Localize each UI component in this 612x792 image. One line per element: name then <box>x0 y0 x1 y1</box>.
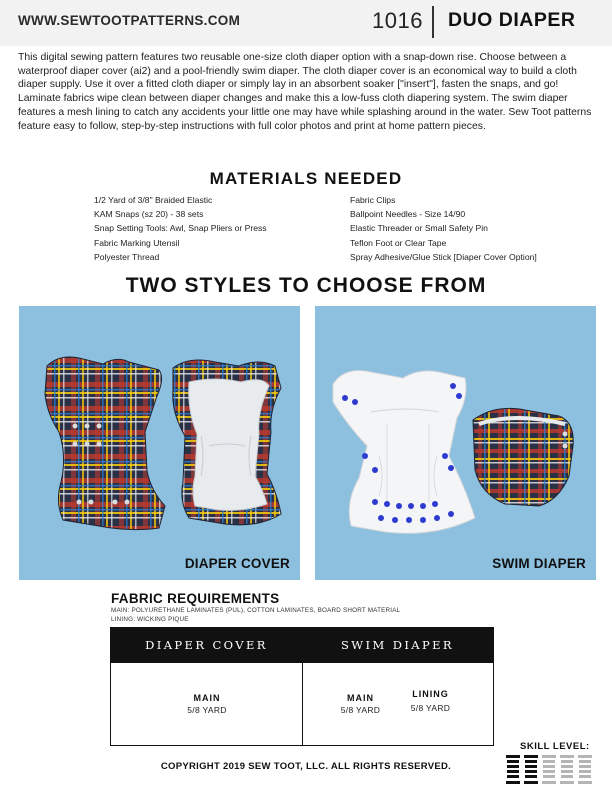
materials-item: Polyester Thread <box>94 251 160 262</box>
swim-diaper-caption: SWIM DIAPER <box>492 556 586 571</box>
table-header-row <box>111 628 493 663</box>
swim-diaper-illustration <box>315 306 596 580</box>
diaper-cover-caption: DIAPER COVER <box>184 556 290 571</box>
pattern-number: 1016 <box>372 8 423 33</box>
diaper-cover-main-amount: 5/8 YARD <box>187 705 227 715</box>
styles-heading: TWO STYLES TO CHOOSE FROM <box>125 274 487 297</box>
swim-diaper-main-amount: 5/8 YARD <box>340 705 381 715</box>
materials-item: Fabric Clips <box>350 195 396 205</box>
table-cell-swim-diaper <box>302 663 494 745</box>
intro-paragraph: This digital sewing pattern features two reusable one-size cloth diaper option with a snap-down rise. Choose between a waterproof diaper cover (ai2) and a pool-friendly swim diaper. The cloth diaper cover is an economical way to build a cloth diaper supply. Use it over a fitted cloth diaper or simply lay in an absorbent soaker ["insert"], fasten the snaps, and go! Laminate fabrics wipe clean between diaper changes and make this a low-fuss cloth diapering system. The swim diaper features a mesh lining to catch any accidents your little one may have while splashing around in the water. Sew Toot patterns feature easy to follow, step-by-step instructions with full color photos and print at home pattern pieces. <box>18 52 592 132</box>
fabric-requirements-table <box>110 627 494 746</box>
materials-item: Elastic Threader or Small Safety Pin <box>350 223 488 234</box>
fabric-requirements-heading: FABRIC REQUIREMENTS <box>111 591 280 606</box>
table-cell-diaper-cover <box>111 663 302 745</box>
swim-diaper-main-label: MAIN <box>347 693 374 703</box>
materials-item: 1/2 Yard of 3/8" Braided Elastic <box>94 195 213 205</box>
materials-item: Snap Setting Tools: Awl, Snap Pliers or Press <box>94 223 267 234</box>
site-url[interactable]: WWW.SEWTOOTPATTERNS.COM <box>18 13 241 28</box>
fabric-main-line: MAIN: POLYURETHANE LAMINATES (PUL), COTTON LAMINATES, BOARD SHORT MATERIAL <box>111 607 401 614</box>
table-header-diaper-cover: DIAPER COVER <box>145 638 268 652</box>
table-body-row <box>111 663 493 745</box>
materials-item: Spray Adhesive/Glue Stick [Diaper Cover Option] <box>350 251 537 262</box>
swim-diaper-lining-label: LINING <box>412 689 449 699</box>
materials-list-left <box>94 193 267 264</box>
swim-diaper-lining <box>396 689 466 713</box>
diaper-cover-illustration <box>19 306 300 580</box>
swim-diaper-photo <box>315 306 596 580</box>
diaper-cover-main-label: MAIN <box>193 693 221 703</box>
materials-item: KAM Snaps (sz 20) - 38 sets <box>94 209 204 220</box>
copyright-text: COPYRIGHT 2019 SEW TOOT, LLC. ALL RIGHTS RESERVED. <box>160 761 452 772</box>
materials-item: Teflon Foot or Clear Tape <box>350 237 447 248</box>
skill-level-label: SKILL LEVEL: <box>520 741 590 752</box>
materials-heading: MATERIALS NEEDED <box>209 169 403 188</box>
header-bar <box>0 0 612 46</box>
materials-item: Fabric Marking Utensil <box>94 237 180 248</box>
fabric-lining-line: LINING: WICKING PIQUE <box>111 616 189 623</box>
swim-diaper-main <box>326 693 396 715</box>
diaper-cover-photo <box>19 306 300 580</box>
table-header-swim-diaper: SWIM DIAPER <box>341 638 454 652</box>
diaper-cover-main <box>172 693 242 715</box>
pattern-title: DUO DIAPER <box>448 9 576 31</box>
swim-diaper-lining-amount: 5/8 YARD <box>410 703 451 713</box>
header-divider <box>432 6 434 38</box>
materials-list-right <box>350 193 537 264</box>
materials-item: Ballpoint Needles - Size 14/90 <box>350 209 466 220</box>
